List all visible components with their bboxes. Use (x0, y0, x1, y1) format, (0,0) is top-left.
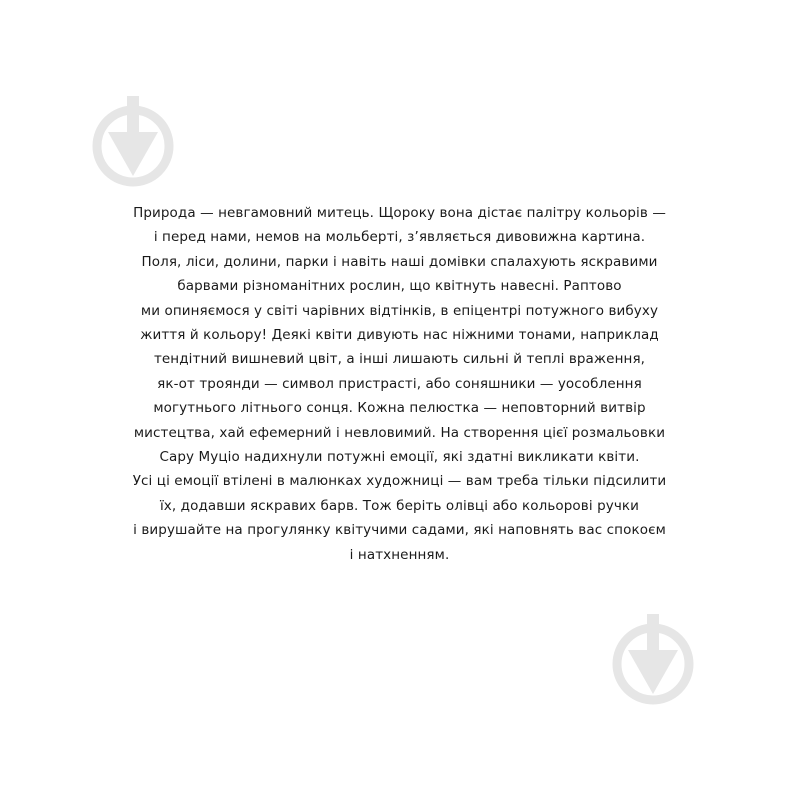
text-line: і перед нами, немов на мольберті, з’являється дивовижна картина. (153, 229, 646, 246)
text-line: Природа — невгамовний митець. Щороку вона дістає палітру кольорів — (133, 205, 666, 221)
text-line: Сару Муціо надихнули потужні емоції, які здатні викликати квіти. (159, 449, 640, 466)
text-line: мистецтва, хай ефемерний і невловимий. На створення цієї розмальовки (133, 424, 666, 441)
watermark-drop-icon (611, 610, 695, 706)
text-line: тендітний вишневий цвіт, а інші лишають сильні й теплі враження, (153, 351, 646, 368)
text-line: і натхненням. (349, 546, 450, 563)
text-line: барвами різноманітних рослин, що квітнуть навесні. Раптово (177, 278, 622, 295)
text-line: і вирушайте на прогулянку квітучими садами, які наповнять вас спокоєм (133, 522, 666, 539)
text-line: ми опиняємося у світі чарівних відтінків, в епіцентрі потужного вибуху (140, 302, 659, 319)
text-line: Поля, ліси, долини, парки і навіть наші домівки спалахують яскравими (141, 253, 658, 270)
text-line: Усі ці емоції втілені в малюнках художниці — вам треба тільки підсилити (132, 473, 667, 490)
text-line: як-от троянди — символ пристрасті, або соняшники — уособлення (157, 375, 642, 392)
text-line: життя й кольору! Деякі квіти дивують нас ніжними тонами, наприклад (140, 327, 659, 344)
watermark-drop-icon (91, 92, 175, 188)
text-line: їх, додавши яскравих барв. Тож беріть олівці або кольорові ручки (159, 497, 640, 514)
text-line: могутнього літнього сонця. Кожна пелюстка — неповторний витвір (153, 400, 646, 417)
body-paragraph (80, 201, 719, 567)
